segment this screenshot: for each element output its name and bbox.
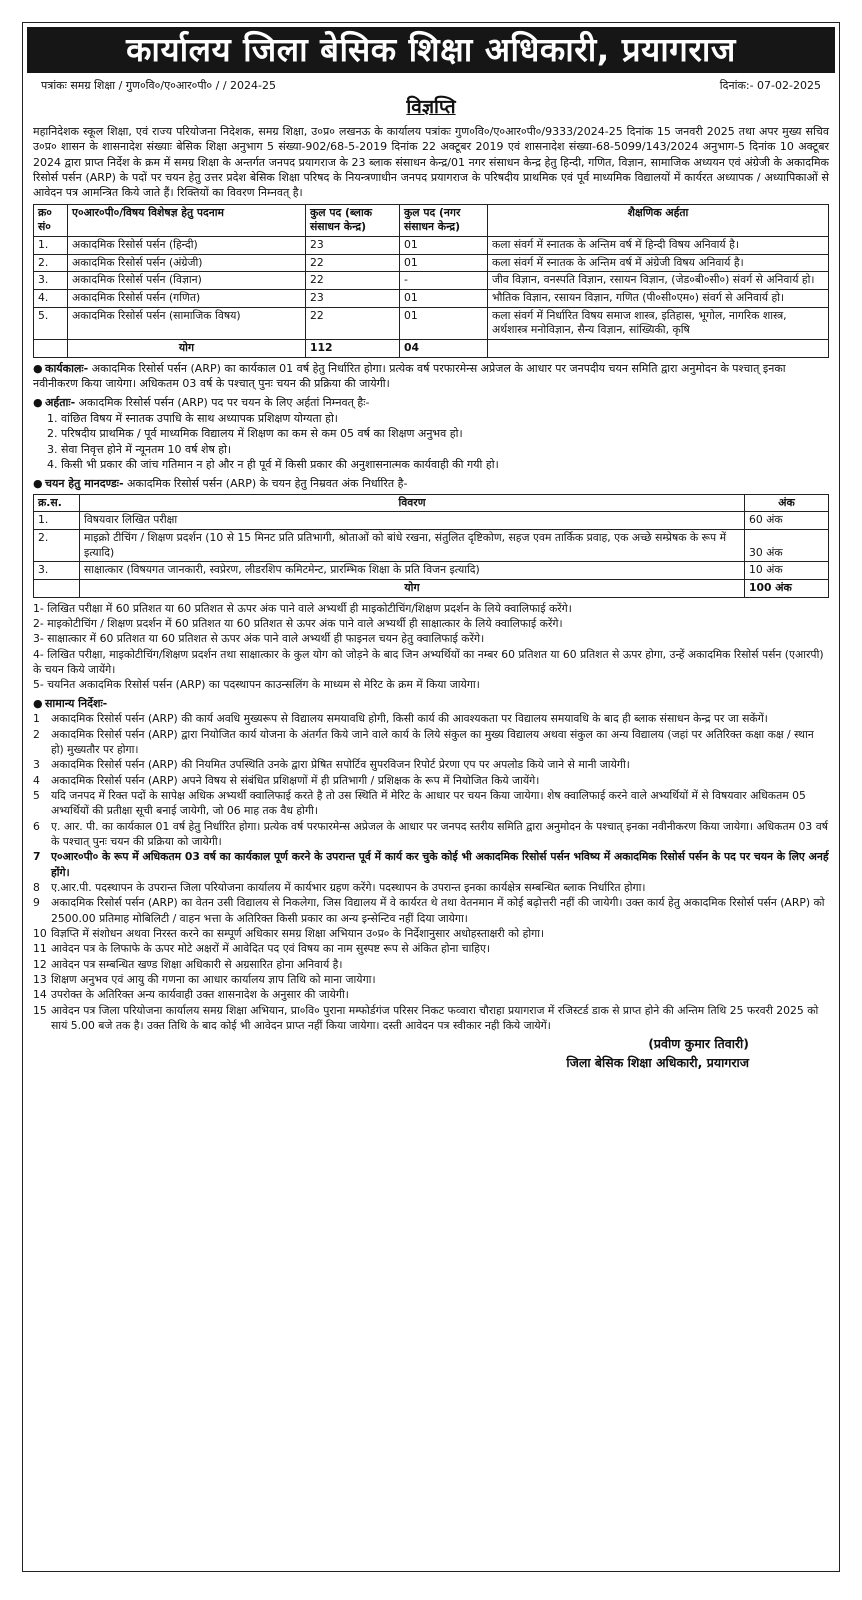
list-item: 14 उपरोक्त के अतिरिक्त अन्य कार्यवाही उक्त शासनादेश के अनुसार की जायेगी। xyxy=(33,988,349,1002)
rule-item: 2- माइकोटीचिंग / शिक्षण प्रदर्शन में 60 प्रतिशत या 60 प्रतिशत से ऊपर अंक पाने वाले अभ्यर्थी ही साक्षात्कार के लिये क्वालिफाई करेंगे। xyxy=(33,617,563,631)
col-header-sno: क्र.स. xyxy=(34,494,80,512)
posts-table-header xyxy=(34,204,829,236)
cell-qualification: कला संवर्ग में स्नातक के अन्तिम वर्ष में अंग्रेजी विषय अनिवार्य है। xyxy=(488,254,829,272)
bullet-icon: ● xyxy=(33,396,43,409)
table-row xyxy=(34,290,829,308)
notice-title: विज्ञप्ति xyxy=(406,95,456,118)
table-row xyxy=(34,237,829,255)
table-row xyxy=(34,272,829,290)
list-item: 15 आवेदन पत्र जिला परियोजना कार्यालय समग्र शिक्षा अभियान, प्रा०वि० पुराना मम्फोर्डगंज परिसर निकट फव्वारा चौराहा प्रयागराज में रजिस्टर्ड डाक से प्राप्त होने की अन्तिम तिथि 25 फरवरी 2025 को सायं 5.00 बजे तक है। उक्त तिथि के बाद कोई भी आवेदन प्राप्त नहीं किया जायेगा। दस्ती आवेदन पत्र स्वीकार नही किये जायेगें। xyxy=(33,1003,819,1032)
list-item: 6 ए. आर. पी. का कार्यकाल 01 वर्ष हेतु निर्धारित होगा। प्रत्येक वर्ष परफारमेन्स अप्रेजल के आधार पर जनपद स्तरीय समिति द्वारा अनुमोदन के पश्चात् इनका नवीनीकरण किया जायेगा। अधिकतम 03 वर्ष के पश्चात् पुनः चयन की प्रक्रिया को जायेगी। xyxy=(33,819,828,848)
office-title-banner: कार्यालय जिला बेसिक शिक्षा अधिकारी, प्रयागराज xyxy=(27,27,835,73)
cell-marks: 30 अंक xyxy=(745,530,829,562)
signature-block xyxy=(33,1035,829,1073)
cell-post: अकादमिक रिसोर्स पर्सन (विज्ञान) xyxy=(68,272,306,290)
table-row xyxy=(34,512,829,530)
cell-qualification: कला संवर्ग में स्नातक के अन्तिम वर्ष में हिन्दी विषय अनिवार्य है। xyxy=(488,237,829,255)
general-instructions xyxy=(33,711,829,1033)
list-item: 3 अकादमिक रिसोर्स पर्सन (ARP) की नियमित उपस्थिति उनके द्वारा प्रेषित सपोर्टिव सुपरविजन रिपोर्ट प्रेरणा एप पर अपलोड किये जाने से मानी जायेगी। xyxy=(33,758,630,772)
bullet-icon: ● xyxy=(33,361,43,375)
cell-city: 01 xyxy=(400,237,488,255)
table-row xyxy=(34,562,829,580)
list-item: 1 अकादमिक रिसोर्स पर्सन (ARP) की कार्य अवधि मुख्यरूप से विद्यालय समयावधि होगी, किसी कार्य की आवश्यकता पर विद्यालय समयावधि के बाद ही ब्लाक संसाधन केन्द्र पर जा सकेंगें। xyxy=(33,712,768,726)
cell-city: 01 xyxy=(400,290,488,308)
notice-date: दिनांक:- 07-02-2025 xyxy=(719,79,821,92)
cell-sno: 3. xyxy=(34,562,80,580)
rule-item: 1- लिखित परीक्षा में 60 प्रतिशत या 60 प्रतिशत से ऊपर अंक पाने वाले अभ्यर्थी ही माइकोटीचिंग/शिक्षण प्रदर्शन के लिये क्वालिफाई करेंगे। xyxy=(33,601,572,615)
cell-sno: 5. xyxy=(34,307,68,339)
signatory-name: (प्रवीण कुमार तिवारी) xyxy=(648,1036,749,1052)
bullet-icon: ● xyxy=(33,696,43,710)
cell-post: अकादमिक रिसोर्स पर्सन (हिन्दी) xyxy=(68,237,306,255)
cell-sno: 2. xyxy=(34,530,80,562)
eligibility-section xyxy=(33,395,829,473)
marks-table-header xyxy=(34,494,829,512)
col-header-marks: अंक xyxy=(745,494,829,512)
cell-city: - xyxy=(400,272,488,290)
col-header-block: कुल पद (ब्लाक संसाधन केन्द्र) xyxy=(306,204,400,236)
cell-city: 01 xyxy=(400,254,488,272)
general-heading: सामान्य निर्देशः- xyxy=(45,696,108,710)
list-item: 7 ए०आर०पी० के रूप में अधिकतम 03 वर्ष का कार्यकाल पूर्ण करने के उपरान्त पूर्व में कार्य कर चुके कोई भी अकादमिक रिसोर्स पर्सन भविष्य में अकादमिक रिसोर्स पर्सन के पद पर चयन के लिए अनर्ह होंगे। xyxy=(33,850,829,879)
eligibility-item: 1. वांछित विषय में स्नातक उपाधि के साथ अध्यापक प्रशिक्षण योग्यता हो। xyxy=(47,411,338,425)
cell-block: 22 xyxy=(306,272,400,290)
posts-table xyxy=(33,204,829,358)
criteria-text: अकादमिक रिसोर्स पर्सन (ARP) के चयन हेतु निम्रवत अंक निर्धारित है- xyxy=(127,477,408,491)
total-label: योग xyxy=(68,340,306,358)
list-item: 8 ए.आर.पी. पदस्थापन के उपरान्त जिला परियोजना कार्यालय में कार्यभार ग्रहण करेंगे। पदस्थापन के उपरान्त इनका कार्यक्षेत्र सम्बन्धित ब्लाक निर्धारित होगा। xyxy=(33,880,646,894)
cell-description: विषयवार लिखित परीक्षा xyxy=(80,512,745,530)
col-header-description: विवरण xyxy=(80,494,745,512)
table-row xyxy=(34,254,829,272)
total-marks: 100 अंक xyxy=(745,580,829,598)
tenure-text: अकादमिक रिसोर्स पर्सन (ARP) का कार्यकाल 01 वर्ष हेतु निर्धारित होगा। प्रत्येक वर्ष परफारमेन्स अप्रेजल के आधार पर जनपदीय चयन समिति द्वारा अनुमोदन के पश्चात् इनका नवीनीकरण किया जायेगा। अधिकतम 03 वर्ष के पश्चात् पुनः चयन की प्रक्रिया की जायेगी। xyxy=(33,361,786,391)
cell-block: 23 xyxy=(306,237,400,255)
cell-block: 23 xyxy=(306,290,400,308)
cell-sno: 2. xyxy=(34,254,68,272)
total-block: 112 xyxy=(306,340,400,358)
cell-description: माइक्रो टीचिंग / शिक्षण प्रदर्शन (10 से 15 मिनट प्रति प्रतिभागी, श्रोताओं को बांधे रखना, संतुलित दृष्टिकोण, सहज एवम तार्किक प्रवाह, एक अच्छे सम्प्रेषक के रूप में इत्यादि) xyxy=(80,530,745,562)
table-row xyxy=(34,307,829,339)
cell-qualification: जीव विज्ञान, वनस्पति विज्ञान, रसायन विज्ञान, (जेड०बी०सी०) संवर्ग से अनिवार्य हो। xyxy=(488,272,829,290)
list-item: 11 आवेदन पत्र के लिफाफे के ऊपर मोटे अक्षरों में आवेदित पद एवं विषय का नाम सुस्पष्ट रूप से अंकित होना चाहिए। xyxy=(33,942,491,956)
rule-item: 3- साक्षात्कार में 60 प्रतिशत या 60 प्रतिशत से ऊपर अंक पाने वाले अभ्यर्थी ही फाइनल चयन हेतु क्वालिफाई करेंगे। xyxy=(33,632,485,646)
cell-post: अकादमिक रिसोर्स पर्सन (सामाजिक विषय) xyxy=(68,307,306,339)
table-total-row xyxy=(34,580,829,598)
cell-sno: 3. xyxy=(34,272,68,290)
cell-post: अकादमिक रिसोर्स पर्सन (गणित) xyxy=(68,290,306,308)
cell-city: 01 xyxy=(400,307,488,339)
signatory-designation: जिला बेसिक शिक्षा अधिकारी, प्रयागराज xyxy=(566,1054,749,1070)
cell-sno: 1. xyxy=(34,512,80,530)
intro-paragraph: महानिदेशक स्कूल शिक्षा, एवं राज्य परियोजना निदेशक, समग्र शिक्षा, उ०प्र० लखनऊ के कार्यालय पत्रांकः गुण०वि०/ए०आर०पी०/9333/2024-25 दिनांक 15 जनवरी 2025 तथा अपर मुख्य सचिव उ०प्र० शासन के शासनादेश संख्याः बेसिक शिक्षा अनुभाग 5 संख्या-902/68-5-2019 दिनांक 22 अक्टूबर 2019 एवं शासनादेश संख्या-68-5099/143/2024 अनुभाग-5 दिनांक 10 अक्टूबर 2024 द्वारा प्राप्त निर्देश के क्रम में समग्र शिक्षा के अन्तर्गत जनपद प्रयागराज के 23 ब्लाक संसाधन केन्द्र/01 नगर संसाधन केन्द्र हेतु हिन्दी, गणित, विज्ञान, सामाजिक अध्ययन एवं अंग्रेजी के अकादमिक रिसोर्स पर्सन (ARP) के पदों पर चयन हेतु उत्तर प्रदेश बेसिक शिक्षा परिषद के नियन्त्रणाधीन जनपद प्रयागराज के परिषदीय प्राथमिक एवं पूर्व माध्यमिक विद्यालयों में कार्यरत अध्यापक / अध्यापिकाओं से आवेदन पत्र आमन्त्रित किये जाते हैं। रिक्तियों का विवरण निम्नवत् है। xyxy=(33,124,829,200)
cell-sno: 4. xyxy=(34,290,68,308)
cell-post: अकादमिक रिसोर्स पर्सन (अंग्रेजी) xyxy=(68,254,306,272)
qualification-rules xyxy=(33,601,829,693)
cell-marks: 60 अंक xyxy=(745,512,829,530)
col-header-post: ए०आर०पी०/विषय विशेषज्ञ हेतु पदनाम xyxy=(68,204,306,236)
tenure-heading: कार्यकालः- xyxy=(45,361,89,375)
general-heading-row xyxy=(33,696,829,712)
list-item: 2 अकादमिक रिसोर्स पर्सन (ARP) द्वारा नियोजित कार्य योजना के अंतर्गत किये जाने वाले कार्य के लिये संकुल का मुख्य विद्यालय अथवा संकुल का अन्य विद्यालय (जहां पर अतिरिक्त कक्षा कक्ष / स्थान हो) मुख्यतौर पर होगा। xyxy=(33,727,814,756)
criteria-section xyxy=(33,476,829,492)
list-item: 4 अकादमिक रिसोर्स पर्सन (ARP) अपने विषय से संबंधित प्रशिक्षणों में ही प्रतिभागी / प्रशिक्षक के रूप में नियोजित किये जायेंगे। xyxy=(33,773,540,787)
bullet-icon: ● xyxy=(33,477,43,491)
cell-sno: 1. xyxy=(34,237,68,255)
list-item: 9 अकादमिक रिसोर्स पर्सन (ARP) का वेतन उसी विद्यालय से निकलेगा, जिस विद्यालय में वे कार्यरत थे तथा वेतनमान में कोई बढ़ोत्तरी नहीं की जायेगी। उक्त कार्य हेतु अकादमिक रिसोर्स पर्सन (ARP) को 2500.00 प्रतिमाह मोबिलिटी / वाहन भत्ता के अतिरिक्त किसी प्रकार का अन्य इन्सेन्टिव नहीं दिया जायेगा। xyxy=(33,896,825,925)
rule-item: 5- चयनित अकादमिक रिसोर्स पर्सन (ARP) का पदस्थापन काउन्सलिंग के माध्यम से मेरिट के क्रम में किया जायेगा। xyxy=(33,678,480,692)
reference-number: पत्रांकः समग्र शिक्षा / गुण०वि०/ए०आर०पी० / / 2024-25 xyxy=(41,79,277,92)
rule-item: 4- लिखित परीक्षा, माइकोटीचिंग/शिक्षण प्रदर्शन तथा साक्षात्कार के कुल योग को जोड़ने के बाद जिन अभ्यर्थियों का नम्बर 60 प्रतिशत या 60 प्रतिशत से ऊपर होगा, उन्हें अकादमिक रिसोर्स पर्सन (एआरपी) के चयन किये जायेंगे। xyxy=(33,647,824,676)
list-item: 10 विज्ञप्ति में संशोधन अथवा निरस्त करने का सम्पूर्ण अधिकार समग्र शिक्षा अभियान उ०प्र० के निर्देशानुसार अधोहस्ताक्षरी को होगा। xyxy=(33,926,545,940)
notice-page xyxy=(22,22,840,1572)
eligibility-item: 3. सेवा निवृत्त होने में न्यूनतम 10 वर्ष शेष हो। xyxy=(47,442,232,456)
col-header-qualification: शैक्षणिक अर्हता xyxy=(488,204,829,236)
cell-description: साक्षात्कार (विषयगत जानकारी, स्वप्रेरण, लीडरशिप कमिटमेन्ट, प्रारम्भिक शिक्षा के प्रति विजन इत्यादि) xyxy=(80,562,745,580)
table-total-row xyxy=(34,340,829,358)
table-row xyxy=(34,530,829,562)
tenure-section xyxy=(33,361,829,392)
reference-row xyxy=(33,79,829,94)
marks-table xyxy=(33,494,829,598)
criteria-heading: चयन हेतु मानदण्डः- xyxy=(45,477,124,491)
cell-block: 22 xyxy=(306,307,400,339)
col-header-city: कुल पद (नगर संसाधन केन्द्र) xyxy=(400,204,488,236)
list-item: 13 शिक्षण अनुभव एवं आयु की गणना का आधार कार्यालय ज्ञाप तिथि को माना जायेगा। xyxy=(33,972,376,986)
cell-marks: 10 अंक xyxy=(745,562,829,580)
eligibility-item: 4. किसी भी प्रकार की जांच गतिमान न हो और न ही पूर्व में किसी प्रकार की अनुशासनात्मक कार्यवाही की गयी हो। xyxy=(47,458,499,472)
col-header-sno: क्र० सं० xyxy=(34,204,68,236)
cell-block: 22 xyxy=(306,254,400,272)
eligibility-item: 2. परिषदीय प्राथमिक / पूर्व माध्यमिक विद्यालय में शिक्षण का कम से कम 05 वर्ष का शिक्षण अनुभव हो। xyxy=(47,427,463,441)
total-label: योग xyxy=(80,580,745,598)
cell-qualification: भौतिक विज्ञान, रसायन विज्ञान, गणित (पी०सी०एम०) संवर्ग से अनिवार्य हो। xyxy=(488,290,829,308)
list-item: 5 यदि जनपद में रिक्त पदों के सापेक्ष अधिक अभ्यर्थी क्वालिफाई करते है तो उस स्थिति में मेरिट के आधार पर चयन किया जायेगा। शेष क्वालिफाई करने वाले अभ्यर्थियों में से विषयवार अधिकतम 05 अभ्यर्थियों की प्रतीक्षा सूची बनाई जायेगी, जो 06 माह तक वैध होगी। xyxy=(33,788,806,818)
total-city: 04 xyxy=(400,340,488,358)
cell-qualification: कला संवर्ग में निर्धारित विषय समाज शास्त्र, इतिहास, भूगोल, नागरिक शास्त्र, अर्थशास्त्र मनोविज्ञान, सैन्य विज्ञान, सांख्यिकी, कृषि xyxy=(488,307,829,339)
eligibility-heading: अर्हताः- xyxy=(45,396,76,409)
list-item: 12 आवेदन पत्र सम्बन्धित खण्ड शिक्षा अधिकारी से अग्रसारित होना अनिवार्य है। xyxy=(33,957,343,971)
eligibility-text: अकादमिक रिसोर्स पर्सन (ARP) पद पर चयन के लिए अर्हतां निम्नवत् हैः- xyxy=(78,396,370,409)
